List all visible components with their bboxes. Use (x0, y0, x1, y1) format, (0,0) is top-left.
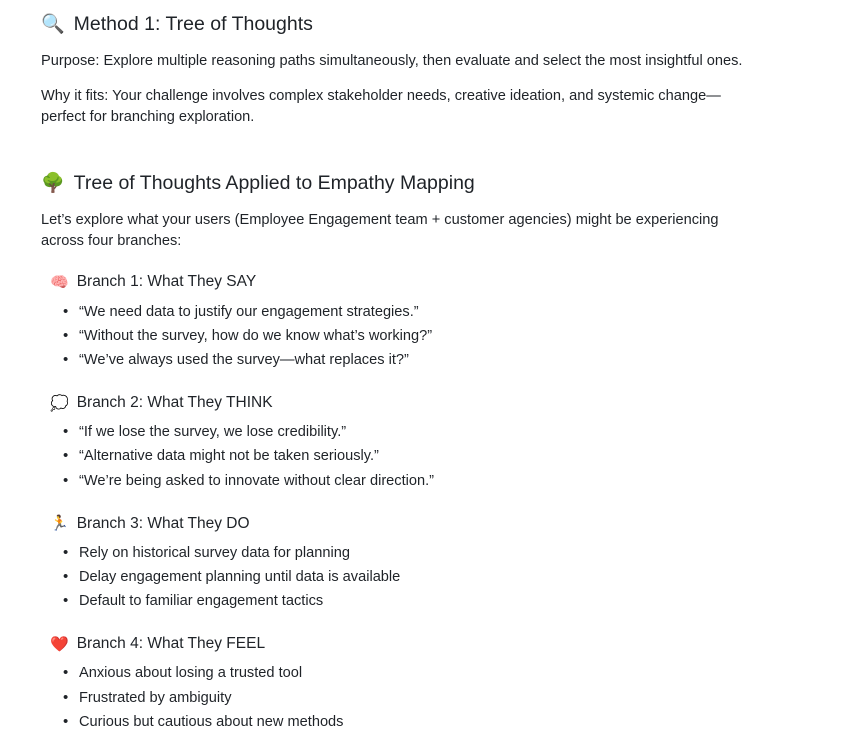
branch-block (41, 393, 837, 492)
method-heading-text: Method 1: Tree of Thoughts (73, 13, 313, 35)
applied-intro-block (41, 210, 837, 252)
branch-block (41, 514, 837, 613)
method-why-fits: Why it fits: Your challenge involves complex stakeholder needs, creative ideation, and systemic change—perfect for branching exploration. (41, 87, 721, 125)
heart-icon: ❤️ (50, 635, 69, 653)
list-item: • Rely on historical survey data for planning (79, 543, 837, 564)
list-item: • Default to familiar engagement tactics (79, 591, 837, 612)
method-purpose: Purpose: Explore multiple reasoning paths simultaneously, then evaluate and select the most insightful ones. (41, 53, 743, 70)
magnifying-glass-icon: 🔍 (41, 14, 65, 36)
list-item: • “We need data to justify our engagement strategies.” (79, 302, 837, 323)
list-item: • Anxious about losing a trusted tool (79, 663, 837, 684)
branch-heading-2 (41, 393, 837, 413)
branch-block (41, 272, 837, 371)
applied-intro: Let’s explore what your users (Employee Engagement team + customer agencies) might be experiencing across four branches: (41, 212, 719, 250)
list-item: • “We’ve always used the survey—what replaces it?” (79, 350, 837, 371)
branch-list-1 (41, 302, 837, 371)
branch-block (41, 634, 837, 733)
thought-balloon-icon: 💭 (50, 394, 69, 412)
spacer (41, 141, 837, 165)
branch-list-2 (41, 422, 837, 491)
list-item: • Curious but cautious about new methods (79, 712, 837, 733)
method-heading (41, 12, 837, 37)
branch-list-3 (41, 543, 837, 612)
branch-heading-text: Branch 3: What They DO (76, 514, 250, 532)
list-item: • “If we lose the survey, we lose credibility.” (79, 422, 837, 443)
applied-heading (41, 171, 837, 196)
branch-heading-3 (41, 514, 837, 534)
runner-icon: 🏃 (50, 515, 69, 533)
applied-heading-text: Tree of Thoughts Applied to Empathy Mapping (73, 171, 475, 194)
list-item: • “Alternative data might not be taken seriously.” (79, 446, 837, 467)
branch-list-4 (41, 663, 837, 732)
branch-heading-text: Branch 4: What They FEEL (76, 635, 266, 653)
list-item: • “Without the survey, how do we know what’s working?” (79, 326, 837, 347)
list-item: • “We’re being asked to innovate without clear direction.” (79, 471, 837, 492)
list-item: • Delay engagement planning until data is available (79, 567, 837, 588)
tree-icon: 🌳 (41, 172, 65, 194)
branch-heading-text: Branch 1: What They SAY (76, 273, 257, 291)
brain-icon: 🧠 (50, 274, 69, 292)
branch-heading-4 (41, 634, 837, 654)
branch-heading-text: Branch 2: What They THINK (76, 394, 273, 412)
branch-heading-1 (41, 272, 837, 292)
list-item: • Frustrated by ambiguity (79, 688, 837, 709)
